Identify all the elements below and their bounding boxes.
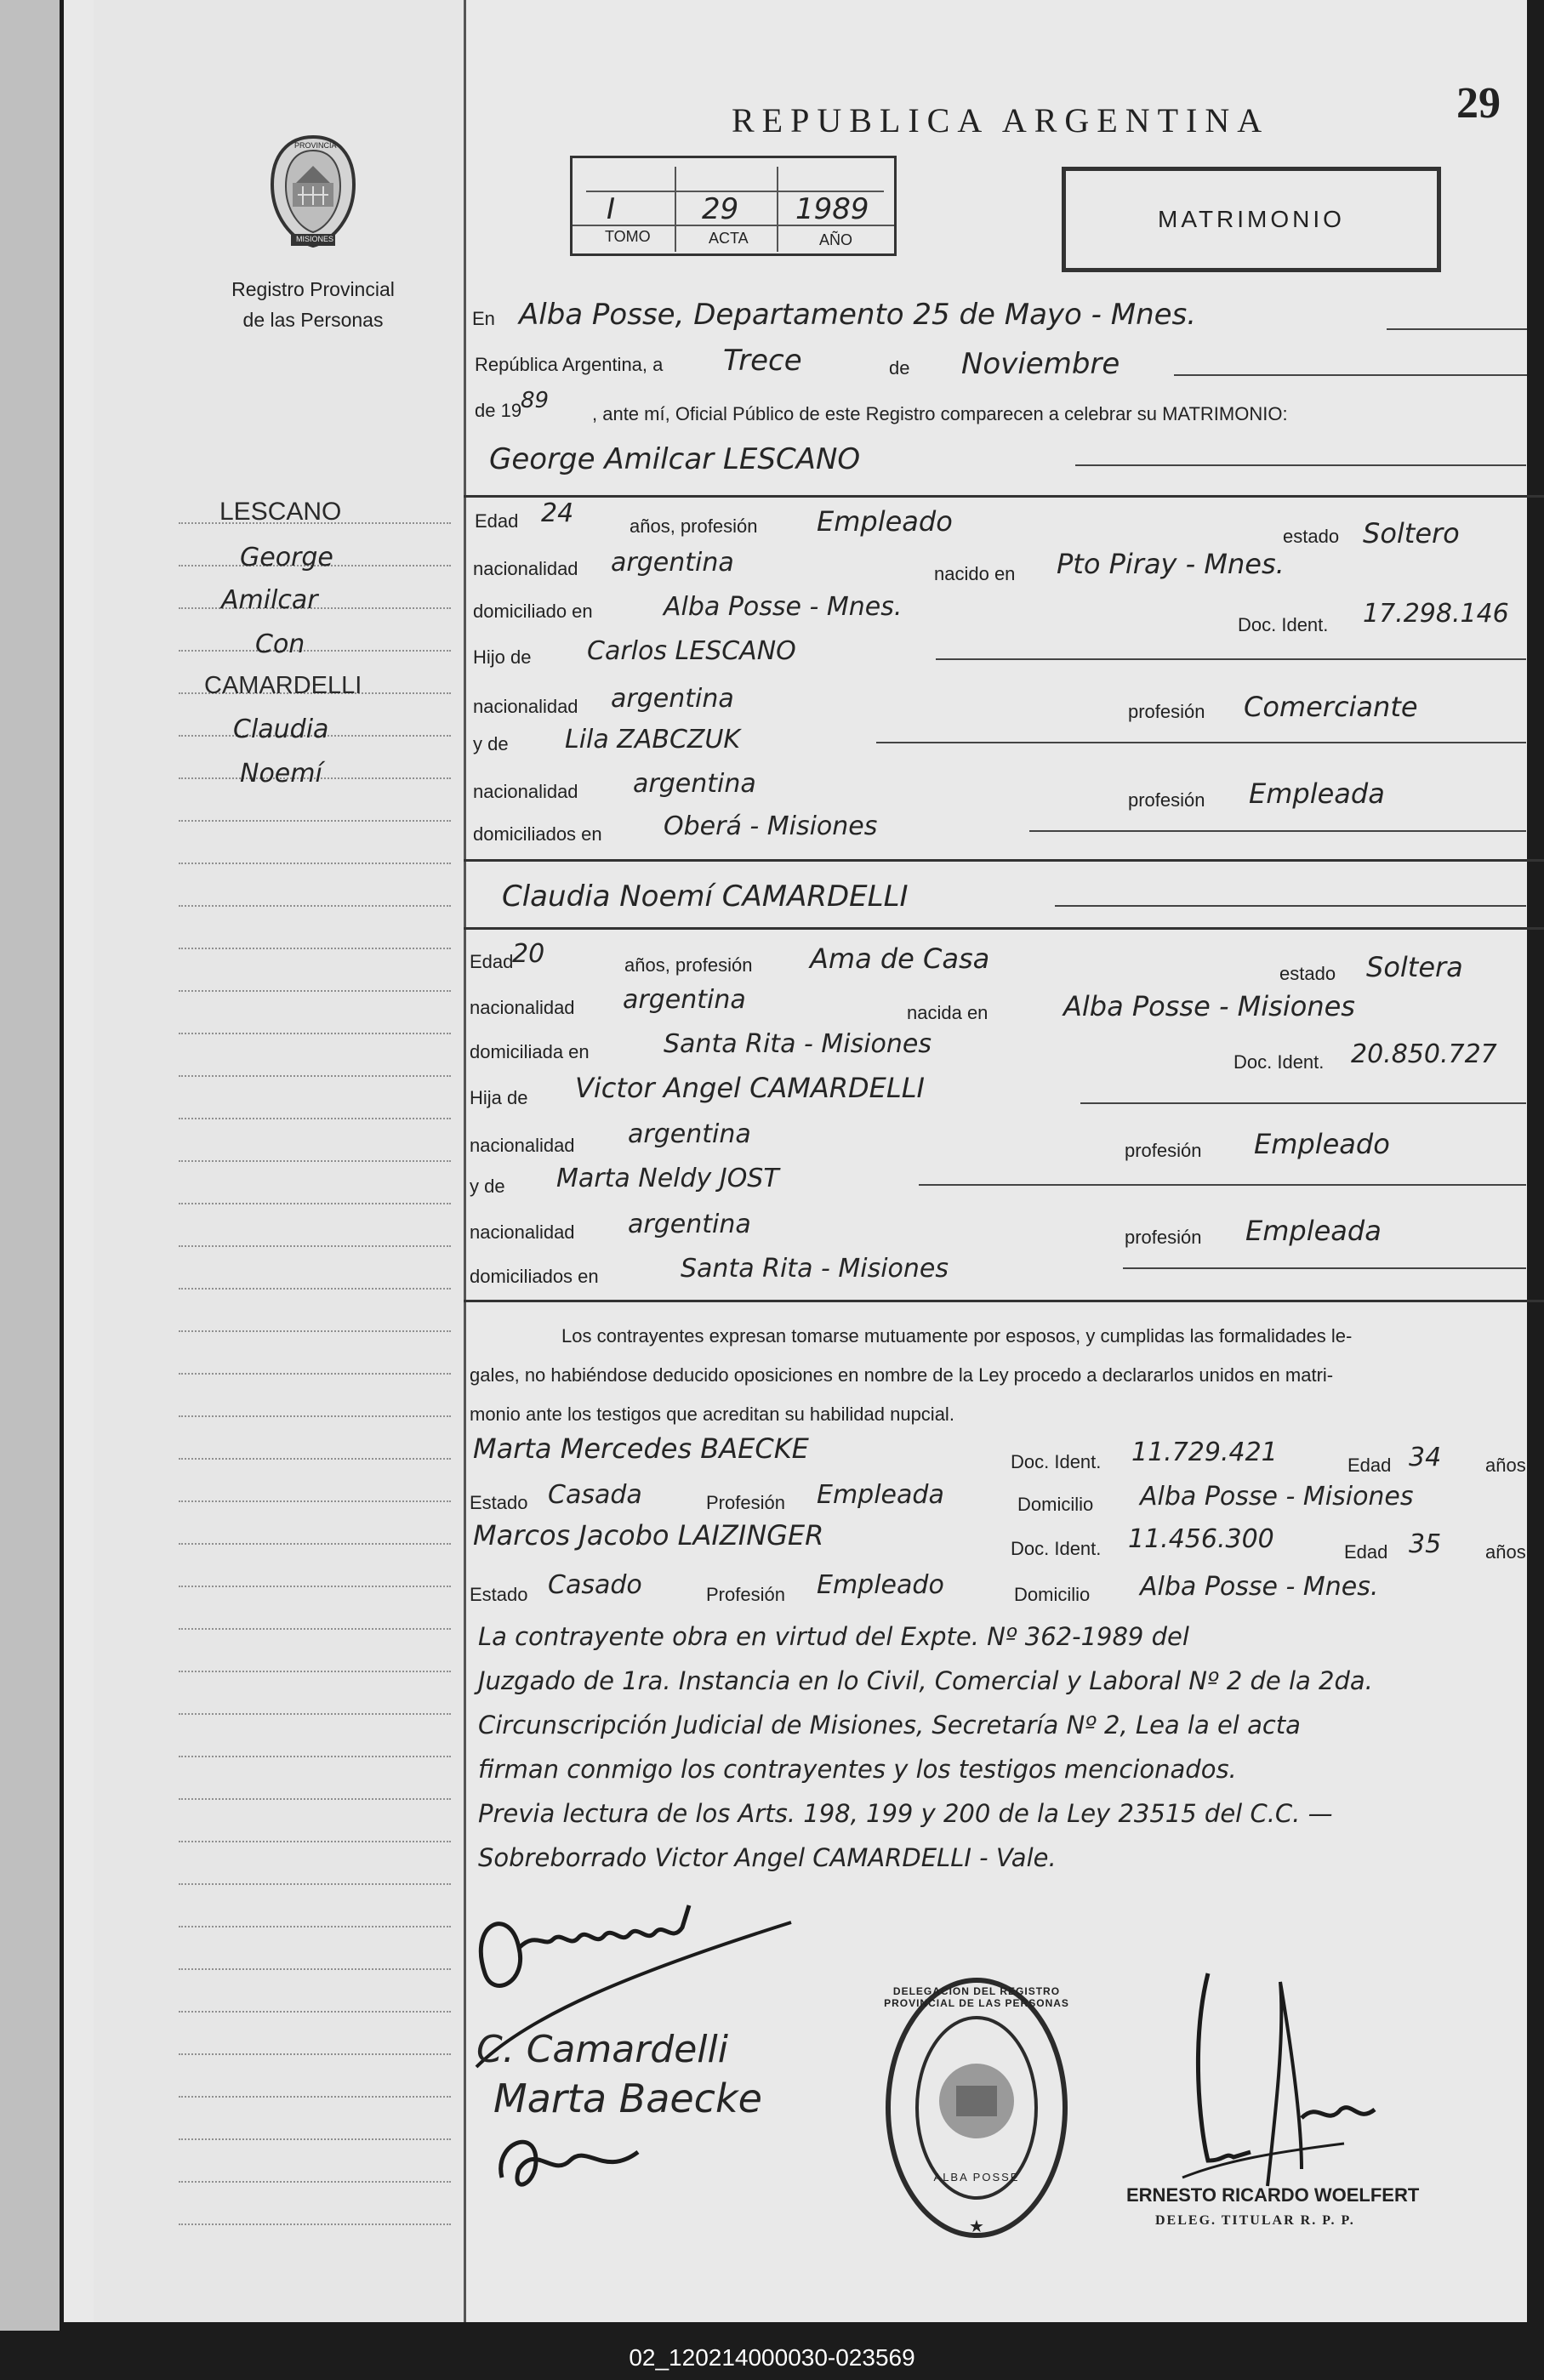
- witness2-dom-label: Domicilio: [1014, 1584, 1091, 1605]
- stamp-outer-text: DELEGACION DEL REGISTRO PROVINCIAL DE LAS PERSONAS: [884, 1985, 1069, 2009]
- section-divider: [464, 1300, 1544, 1302]
- declaration-text: [470, 1317, 1533, 1434]
- fill-line: [1029, 830, 1526, 832]
- stamp-inner-text: ALBA POSSE: [933, 2171, 1020, 2184]
- margin-ruling-line: [179, 650, 451, 652]
- margin-note-name2: Amilcar: [221, 585, 318, 615]
- groom-mother: Lila ZABCZUK: [565, 725, 741, 754]
- margin-note-surname: LESCANO: [219, 498, 342, 526]
- groom-domicilio: Alba Posse - Mnes.: [664, 592, 903, 622]
- groom-estado-label: estado: [1283, 526, 1340, 547]
- bride-father-prof-label: profesión: [1125, 1140, 1202, 1161]
- fill-line: [1055, 905, 1526, 907]
- witness2-signature-icon: [485, 2118, 655, 2207]
- registry-name-line1: Registro Provincial: [231, 278, 395, 300]
- groom-yde-label: y de: [473, 733, 509, 754]
- witness2-domicilio: Alba Posse - Mnes.: [1140, 1572, 1379, 1602]
- bride-edad-label: Edad: [470, 951, 514, 972]
- handwritten-notes: [478, 1614, 1373, 1880]
- official-signature-icon: [1174, 1956, 1455, 2216]
- note-line-1: La contrayente obra en virtud del Expte. Nº 362-1989 del: [478, 1622, 1189, 1651]
- groom-edad: 24: [541, 498, 574, 528]
- bride-estado: Soltera: [1366, 951, 1463, 983]
- bride-parents-dom: Santa Rita - Misiones: [681, 1254, 949, 1284]
- witness2-estado: Casado: [548, 1570, 642, 1600]
- groom-hijo-label: Hijo de: [473, 646, 532, 668]
- note-line-5: Previa lectura de los Arts. 198, 199 y 200 de la Ley 23515 del C.C. —: [478, 1799, 1333, 1828]
- witness1-anos-label: años: [1485, 1455, 1526, 1476]
- bride-mother-prof-label: profesión: [1125, 1227, 1202, 1248]
- margin-ruling-line: [179, 1330, 451, 1332]
- groom-edad-label: Edad: [475, 510, 519, 532]
- fill-line: [1174, 374, 1527, 376]
- fill-line: [1123, 1267, 1526, 1269]
- registry-name-line2: de las Personas: [242, 309, 384, 331]
- declaration-line-2: gales, no habiéndose deducido oposiciones en nombre de la Ley procedo a declararlos unidos en matri-: [470, 1364, 1334, 1386]
- official-title: DELEG. TITULAR R. P. P.: [1155, 2213, 1355, 2228]
- bride-signature: C. Camardelli: [476, 2028, 728, 2071]
- intro-en-label: En: [472, 308, 495, 329]
- witness2-prof-label: Profesión: [706, 1584, 785, 1605]
- margin-ruling-line: [179, 1245, 451, 1247]
- margin-ruling-line: [179, 863, 451, 864]
- margin-ruling-line: [179, 1671, 451, 1672]
- groom-mother-prof-label: profesión: [1128, 789, 1205, 811]
- margin-ruling-line: [179, 1373, 451, 1375]
- country-header: REPUBLICA ARGENTINA: [732, 101, 1270, 139]
- bride-domicilio: Santa Rita - Misiones: [664, 1029, 932, 1059]
- declaration-line-1: Los contrayentes expresan tomarse mutuamente por esposos, y cumplidas las formalidades le-: [561, 1325, 1353, 1347]
- fill-line: [1080, 1102, 1526, 1104]
- groom-name: George Amilcar LESCANO: [489, 442, 861, 476]
- witness1-profesion: Empleada: [817, 1480, 944, 1510]
- anio-label: AÑO: [819, 231, 853, 248]
- fill-line: [919, 1184, 1526, 1186]
- bride-dom-label: domiciliada en: [470, 1041, 590, 1062]
- groom-parents-dom: Oberá - Misiones: [664, 811, 878, 841]
- witness2-estado-label: Estado: [470, 1584, 528, 1605]
- bride-parents-dom-label: domiciliados en: [470, 1266, 599, 1287]
- witness1-prof-label: Profesión: [706, 1492, 785, 1513]
- margin-ruling-line: [179, 1543, 451, 1545]
- bride-doc-label: Doc. Ident.: [1233, 1051, 1325, 1073]
- margin-note-name3: Claudia: [233, 715, 329, 744]
- margin-note-name1: George: [240, 543, 333, 572]
- groom-mother-nac-label: nacionalidad: [473, 781, 578, 802]
- groom-doc: 17.298.146: [1363, 599, 1509, 629]
- margin-ruling-line: [179, 2011, 451, 2013]
- witness1-dom-label: Domicilio: [1017, 1494, 1094, 1515]
- margin-ruling-line: [179, 1586, 451, 1587]
- witness1-edad: 34: [1409, 1443, 1442, 1472]
- intro-year-prefix: de 19: [475, 400, 522, 421]
- bride-mother: Marta Neldy JOST: [556, 1164, 779, 1193]
- book-page-edge: [0, 0, 60, 2331]
- groom-estado: Soltero: [1363, 517, 1460, 549]
- bride-mother-nac-label: nacionalidad: [470, 1221, 575, 1243]
- seal-bottom-text: MISIONES: [296, 235, 334, 243]
- witness1-estado-label: Estado: [470, 1492, 528, 1513]
- margin-note-surname2: CAMARDELLI: [204, 672, 362, 699]
- bride-estado-label: estado: [1279, 963, 1336, 984]
- section-divider: [464, 495, 1544, 498]
- groom-father-prof: Comerciante: [1244, 691, 1418, 723]
- bride-anos-prof-label: años, profesión: [624, 954, 753, 976]
- groom-father: Carlos LESCANO: [587, 636, 796, 666]
- bride-nacida-label: nacida en: [907, 1002, 989, 1023]
- witness2-edad: 35: [1409, 1529, 1442, 1559]
- margin-ruling-line: [179, 1500, 451, 1502]
- footer-code: 02_120214000030-023569: [629, 2344, 915, 2371]
- bride-nac-label: nacionalidad: [470, 997, 575, 1018]
- witness1-name: Marta Mercedes BAECKE: [473, 1432, 809, 1465]
- anio-value: 1989: [795, 192, 869, 226]
- margin-ruling-line: [179, 1968, 451, 1970]
- margin-ruling-line: [179, 990, 451, 992]
- margin-ruling-line: [179, 1075, 451, 1077]
- witness2-anos-label: años: [1485, 1541, 1526, 1563]
- section-divider: [464, 859, 1544, 862]
- note-line-4: firman conmigo los contrayentes y los testigos mencionados.: [478, 1755, 1237, 1784]
- groom-father-nac-label: nacionalidad: [473, 696, 578, 717]
- intro-year-suffix: 89: [521, 388, 550, 413]
- witness1-edad-label: Edad: [1347, 1455, 1392, 1476]
- province-seal-icon: [262, 132, 364, 251]
- margin-ruling-line: [179, 1883, 451, 1885]
- registry-id-box: [570, 156, 897, 256]
- witness1-doc: 11.729.421: [1131, 1438, 1278, 1467]
- note-line-2: Juzgado de 1ra. Instancia en lo Civil, Comercial y Laboral Nº 2 de la 2da.: [478, 1666, 1373, 1695]
- bride-mother-prof: Empleada: [1245, 1215, 1382, 1247]
- groom-dom-label: domiciliado en: [473, 601, 593, 622]
- fill-line: [876, 742, 1526, 743]
- registry-name: [185, 274, 441, 335]
- margin-ruling-line: [179, 2138, 451, 2140]
- margin-ruling-line: [179, 2223, 451, 2225]
- margin-ruling-line: [179, 1203, 451, 1204]
- groom-nac-label: nacionalidad: [473, 558, 578, 579]
- seal-top-text: PROVINCIA: [294, 141, 337, 150]
- groom-doc-label: Doc. Ident.: [1238, 614, 1329, 635]
- witness1-estado: Casada: [548, 1480, 642, 1510]
- tomo-label: TOMO: [605, 228, 651, 245]
- margin-ruling-line: [179, 1713, 451, 1715]
- groom-nacido-label: nacido en: [934, 563, 1016, 584]
- witness2-doc: 11.456.300: [1128, 1524, 1274, 1554]
- intro-place: Alba Posse, Departamento 25 de Mayo - Mnes.: [519, 298, 1197, 332]
- margin-ruling-line: [179, 1458, 451, 1460]
- margin-note-con: Con: [255, 629, 305, 659]
- bride-father-nac: argentina: [628, 1119, 751, 1149]
- groom-mother-nac: argentina: [633, 769, 756, 799]
- margin-ruling-line: [179, 2096, 451, 2098]
- witness2-edad-label: Edad: [1344, 1541, 1388, 1563]
- margin-ruling-line: [179, 1798, 451, 1800]
- bride-nacida: Alba Posse - Misiones: [1063, 990, 1355, 1022]
- margin-ruling-line: [179, 1415, 451, 1417]
- groom-anos-prof-label: años, profesión: [630, 515, 758, 537]
- acta-value: 29: [702, 192, 739, 226]
- fill-line: [1387, 328, 1527, 330]
- bride-doc: 20.850.727: [1351, 1039, 1497, 1069]
- witness2-doc-label: Doc. Ident.: [1011, 1538, 1102, 1559]
- bride-profesion: Ama de Casa: [810, 942, 990, 975]
- margin-ruling-line: [179, 1288, 451, 1290]
- bride-father: Victor Angel CAMARDELLI: [575, 1072, 925, 1104]
- act-type: MATRIMONIO: [1158, 206, 1345, 232]
- margin-ruling-line: [179, 820, 451, 822]
- groom-father-prof-label: profesión: [1128, 701, 1205, 722]
- margin-ruling-line: [179, 2181, 451, 2183]
- note-line-3: Circunscripción Judicial de Misiones, Secretaría Nº 2, Lea la el acta: [478, 1711, 1301, 1739]
- intro-de-label: de: [889, 357, 910, 379]
- intro-day: Trece: [723, 344, 802, 378]
- bride-hija-label: Hija de: [470, 1087, 528, 1108]
- groom-mother-prof: Empleada: [1249, 777, 1385, 810]
- bride-father-nac-label: nacionalidad: [470, 1135, 575, 1156]
- intro-republic-label: República Argentina, a: [475, 354, 664, 375]
- bride-nacionalidad: argentina: [623, 985, 746, 1015]
- bride-edad: 20: [512, 939, 545, 969]
- margin-ruling-line: [179, 1841, 451, 1842]
- svg-text:★: ★: [969, 2216, 984, 2236]
- witness1-doc-label: Doc. Ident.: [1011, 1451, 1102, 1472]
- bride-yde-label: y de: [470, 1176, 505, 1197]
- section-divider: [464, 927, 1544, 930]
- witness2-name: Marcos Jacobo LAIZINGER: [473, 1519, 824, 1552]
- note-line-6: Sobreborrado Victor Angel CAMARDELLI - Vale.: [478, 1843, 1057, 1872]
- bride-name: Claudia Noemí CAMARDELLI: [502, 880, 909, 914]
- margin-ruling-line: [179, 1118, 451, 1119]
- margin-ruling-line: [179, 1033, 451, 1034]
- intro-month: Noviembre: [961, 347, 1120, 381]
- delegation-stamp-icon: [883, 1972, 1070, 2244]
- groom-nacionalidad: argentina: [611, 548, 734, 578]
- witness2-profesion: Empleado: [817, 1570, 944, 1600]
- witness1-domicilio: Alba Posse - Misiones: [1140, 1482, 1414, 1512]
- tomo-value: I: [607, 192, 616, 226]
- margin-note-name4: Noemí: [240, 759, 322, 789]
- declaration-line-3: monio ante los testigos que acreditan su habilidad nupcial.: [470, 1404, 954, 1425]
- groom-profesion: Empleado: [817, 505, 953, 538]
- acta-label: ACTA: [709, 230, 749, 247]
- bride-mother-nac: argentina: [628, 1210, 751, 1239]
- act-type-box: [1062, 167, 1441, 272]
- margin-ruling-line: [179, 905, 451, 907]
- margin-ruling-line: [179, 1926, 451, 1927]
- margin-ruling-line: [179, 1628, 451, 1630]
- margin-ruling-line: [179, 948, 451, 949]
- witness-signature: Marta Baecke: [493, 2075, 762, 2121]
- fill-line: [936, 658, 1526, 660]
- margin-ruling-line: [179, 1160, 451, 1162]
- groom-parents-dom-label: domiciliados en: [473, 823, 602, 845]
- fill-line: [1075, 464, 1526, 466]
- page-number: 29: [1456, 79, 1501, 128]
- groom-nacido: Pto Piray - Mnes.: [1057, 548, 1285, 580]
- bride-father-prof: Empleado: [1254, 1128, 1390, 1160]
- margin-ruling-line: [179, 2053, 451, 2055]
- margin-ruling-line: [179, 1756, 451, 1757]
- intro-appear-text: , ante mí, Oficial Público de este Registro comparecen a celebrar su MATRIMONIO:: [592, 403, 1288, 424]
- groom-father-nac: argentina: [611, 684, 734, 714]
- official-name: ERNESTO RICARDO WOELFERT: [1126, 2184, 1420, 2206]
